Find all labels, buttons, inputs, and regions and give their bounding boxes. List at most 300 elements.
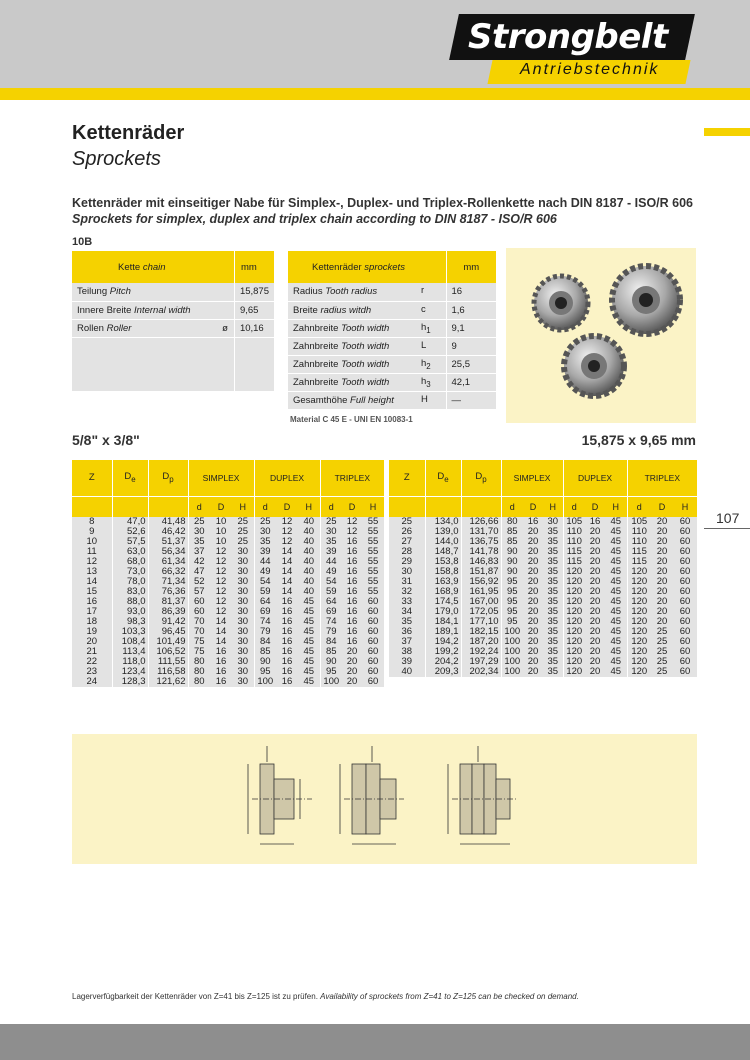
description-english: Sprockets for simplex, duplex and triplex chain according to DIN 8187 - ISO/R 606 — [72, 212, 557, 226]
table-cell: 68,0 — [112, 557, 148, 567]
table-cell: 20 — [523, 657, 543, 667]
page-number-rule — [704, 528, 750, 529]
sub-col-D: D — [210, 496, 232, 517]
table-cell: 25 — [651, 657, 673, 667]
table-cell: 85 — [501, 537, 523, 547]
table-cell: 45 — [605, 527, 627, 537]
table-cell: 38 — [389, 647, 425, 657]
sprocket-table-unit: mm — [446, 251, 496, 283]
sub-col-H: H — [298, 496, 320, 517]
col-duplex: DUPLEX — [254, 460, 320, 496]
table-cell: 16 — [342, 567, 362, 577]
symbol-letter: h — [421, 375, 427, 387]
table-cell: 16 — [342, 627, 362, 637]
table-cell: 35 — [543, 527, 563, 537]
table-cell: 16 — [276, 597, 298, 607]
table-cell: 120 — [563, 597, 585, 607]
table-cell: 90 — [501, 547, 523, 557]
table-cell: 39 — [389, 657, 425, 667]
table-cell: 54 — [254, 577, 276, 587]
logo-tagline: Antriebstechnik — [520, 61, 660, 78]
table-cell: 14 — [276, 547, 298, 557]
table-cell: 45 — [298, 647, 320, 657]
table-cell: 35 — [543, 647, 563, 657]
param-en: Tooth width — [341, 322, 390, 334]
table-cell: 30 — [389, 567, 425, 577]
table-cell: 25 — [320, 517, 342, 527]
table-cell: 20 — [651, 527, 673, 537]
table-cell: 126,66 — [461, 517, 501, 527]
table-cell: 177,10 — [461, 617, 501, 627]
table-cell: 151,87 — [461, 567, 501, 577]
table-cell: 25 — [651, 647, 673, 657]
col-duplex: DUPLEX — [563, 460, 627, 496]
param-en: Tooth width — [341, 358, 390, 370]
table-row — [72, 577, 384, 587]
table-cell: 45 — [605, 577, 627, 587]
table-cell: 20 — [651, 617, 673, 627]
table-cell: 45 — [298, 667, 320, 677]
symbol-index: 3 — [426, 379, 431, 389]
table-cell: 35 — [543, 547, 563, 557]
table-cell: 20 — [523, 617, 543, 627]
table-cell: 49 — [254, 567, 276, 577]
table-cell: 197,29 — [461, 657, 501, 667]
table-cell: 14 — [276, 577, 298, 587]
page-title: Kettenräder — [72, 122, 185, 144]
table-cell: 74 — [320, 617, 342, 627]
table-cell: 110 — [627, 537, 651, 547]
table-cell: 20 — [651, 587, 673, 597]
table-cell: 20 — [585, 597, 605, 607]
table-cell: 194,2 — [425, 637, 461, 647]
table-cell: 55 — [362, 527, 384, 537]
table-cell: 32 — [389, 587, 425, 597]
table-cell: 91,42 — [148, 617, 188, 627]
table-row — [72, 607, 384, 617]
table-cell: 20 — [585, 557, 605, 567]
table-row — [72, 617, 384, 627]
param-de: Gesamthöhe — [293, 394, 348, 406]
table-cell: 174,5 — [425, 597, 461, 607]
sprocket-row — [288, 301, 496, 319]
table-cell: 40 — [298, 517, 320, 527]
sub-col-H: H — [362, 496, 384, 517]
chain-value: 9,65 — [234, 301, 274, 319]
sprocket-row — [288, 283, 496, 301]
technical-drawings — [72, 734, 697, 864]
table-cell: 20 — [523, 667, 543, 677]
table-cell: 120 — [627, 657, 651, 667]
table-row — [72, 677, 384, 687]
table-cell: 64 — [320, 597, 342, 607]
table-cell: 10 — [210, 517, 232, 527]
table-cell: 100 — [501, 657, 523, 667]
table-cell: 30 — [232, 557, 254, 567]
sprocket-value: 9 — [446, 337, 496, 355]
table-cell: 30 — [232, 547, 254, 557]
table-cell: 20 — [523, 597, 543, 607]
sub-col-H: H — [232, 496, 254, 517]
table-cell: 9 — [72, 527, 112, 537]
table-cell: 128,3 — [112, 677, 148, 687]
table-cell: 30 — [232, 577, 254, 587]
table-cell: 16 — [342, 557, 362, 567]
sub-col-d: d — [320, 496, 342, 517]
table-cell: 96,45 — [148, 627, 188, 637]
chain-table-header: Kette chain — [72, 251, 234, 283]
table-cell: 20 — [651, 597, 673, 607]
table-cell: 172,05 — [461, 607, 501, 617]
table-cell: 184,1 — [425, 617, 461, 627]
symbol-letter: h — [421, 321, 427, 333]
sub-col-H: H — [543, 496, 563, 517]
table-cell: 36 — [389, 627, 425, 637]
table-cell: 106,52 — [148, 647, 188, 657]
param-en: radius witdh — [320, 304, 372, 316]
param-en: Full height — [350, 394, 394, 406]
table-cell: 95 — [254, 667, 276, 677]
sprocket-symbol — [416, 391, 446, 409]
table-cell: 60 — [673, 577, 697, 587]
table-cell: 120 — [563, 637, 585, 647]
table-row — [72, 587, 384, 597]
table-cell: 182,15 — [461, 627, 501, 637]
table-cell: 95 — [320, 667, 342, 677]
table-cell: 192,24 — [461, 647, 501, 657]
table-cell: 100 — [501, 637, 523, 647]
sprocket-param — [288, 319, 416, 337]
table-cell: 35 — [543, 557, 563, 567]
symbol-letter: H — [421, 393, 428, 405]
table-cell: 85 — [320, 647, 342, 657]
table-cell: 16 — [342, 587, 362, 597]
table-cell: 55 — [362, 567, 384, 577]
table-cell: 16 — [276, 617, 298, 627]
table-cell: 113,4 — [112, 647, 148, 657]
chain-value: 15,875 — [234, 283, 274, 301]
table-cell: 45 — [605, 667, 627, 677]
table-cell: 25 — [651, 627, 673, 637]
sprocket-spec-table — [288, 251, 496, 410]
table-cell: 73,0 — [112, 567, 148, 577]
table-cell: 70 — [188, 627, 210, 637]
table-cell: 64 — [254, 597, 276, 607]
table-cell: 16 — [276, 627, 298, 637]
table-cell: 60 — [362, 637, 384, 647]
table-cell: 47 — [188, 567, 210, 577]
table-cell: 60 — [362, 647, 384, 657]
symbol-index: 2 — [426, 361, 431, 371]
table-cell: 60 — [362, 597, 384, 607]
table-cell: 100 — [320, 677, 342, 687]
table-cell: 45 — [605, 637, 627, 647]
table-cell: 85 — [501, 527, 523, 537]
sprocket-symbol — [416, 373, 446, 391]
table-cell: 16 — [276, 677, 298, 687]
table-cell: 189,1 — [425, 627, 461, 637]
table-cell: 100 — [254, 677, 276, 687]
table-cell: 30 — [232, 617, 254, 627]
table-cell: 103,3 — [112, 627, 148, 637]
table-cell: 60 — [362, 657, 384, 667]
table-cell: 60 — [362, 627, 384, 637]
table-cell: 12 — [210, 597, 232, 607]
table-cell: 98,3 — [112, 617, 148, 627]
table-cell: 40 — [298, 557, 320, 567]
table-cell: 144,0 — [425, 537, 461, 547]
table-cell: 167,00 — [461, 597, 501, 607]
table-cell: 16 — [72, 597, 112, 607]
table-cell: 26 — [389, 527, 425, 537]
table-cell: 25 — [232, 527, 254, 537]
table-cell: 70 — [188, 617, 210, 627]
table-cell: 63,0 — [112, 547, 148, 557]
table-cell: 80 — [501, 517, 523, 527]
table-cell: 40 — [298, 587, 320, 597]
table-cell: 27 — [389, 537, 425, 547]
table-cell: 16 — [342, 617, 362, 627]
table-cell: 14 — [276, 587, 298, 597]
col-dp: $D_p$ — [148, 460, 188, 496]
brand-logo — [454, 14, 690, 82]
table-cell: 16 — [210, 657, 232, 667]
table-cell: 115 — [563, 557, 585, 567]
table-cell: 45 — [605, 647, 627, 657]
top-yellow-strip — [0, 88, 750, 100]
table-cell: 61,34 — [148, 557, 188, 567]
table-cell: 20 — [342, 647, 362, 657]
table-cell: 30 — [232, 647, 254, 657]
table-cell: 12 — [210, 567, 232, 577]
table-cell: 30 — [543, 517, 563, 527]
table-cell: 30 — [232, 677, 254, 687]
col-z: Z — [389, 460, 425, 496]
table-cell: 37 — [389, 637, 425, 647]
table-cell: 120 — [627, 587, 651, 597]
table-cell: 14 — [210, 637, 232, 647]
table-cell: 49 — [320, 567, 342, 577]
sprocket-row — [288, 391, 496, 409]
table-cell: 30 — [188, 527, 210, 537]
table-cell: 120 — [563, 567, 585, 577]
table-cell: 136,75 — [461, 537, 501, 547]
table-cell: 35 — [543, 567, 563, 577]
triplex-drawing — [448, 746, 518, 844]
table-cell: 20 — [585, 567, 605, 577]
table-cell: 84 — [320, 637, 342, 647]
table-cell: 105 — [627, 517, 651, 527]
sub-col-H: H — [673, 496, 697, 517]
table-cell: 55 — [362, 537, 384, 547]
table-cell: 20 — [523, 607, 543, 617]
table-cell: 60 — [362, 667, 384, 677]
param-de: Innere Breite — [77, 304, 132, 316]
table-cell: 156,92 — [461, 577, 501, 587]
table-cell: 90 — [254, 657, 276, 667]
table-cell: 20 — [523, 577, 543, 587]
table-cell: 120 — [563, 617, 585, 627]
table-cell: 120 — [627, 667, 651, 677]
table-cell: 69 — [254, 607, 276, 617]
table-cell: 16 — [210, 667, 232, 677]
table-cell: 16 — [276, 647, 298, 657]
table-cell: 12 — [276, 527, 298, 537]
table-cell: 45 — [605, 607, 627, 617]
table-cell: 20 — [651, 517, 673, 527]
table-cell: 60 — [673, 527, 697, 537]
table-cell: 25 — [232, 517, 254, 527]
sprocket-value: 9,1 — [446, 319, 496, 337]
chain-row — [72, 283, 274, 301]
col-dp: $D_p$ — [461, 460, 501, 496]
table-cell: 100 — [501, 647, 523, 657]
table-cell: 209,3 — [425, 667, 461, 677]
table-cell: 60 — [362, 677, 384, 687]
param-de: Radius — [293, 286, 323, 298]
table-cell: 44 — [320, 557, 342, 567]
sub-col-d: d — [188, 496, 210, 517]
sub-col-D: D — [523, 496, 543, 517]
table-cell: 60 — [188, 597, 210, 607]
table-cell: 45 — [605, 517, 627, 527]
table-row — [72, 517, 384, 527]
sprocket-table-header: Kettenräder sprockets — [288, 251, 416, 283]
table-cell: 20 — [585, 627, 605, 637]
table-cell: 11 — [72, 547, 112, 557]
table-cell: 35 — [543, 577, 563, 587]
table-cell: 123,4 — [112, 667, 148, 677]
table-cell: 20 — [523, 637, 543, 647]
table-cell: 60 — [673, 597, 697, 607]
table-cell: 80 — [188, 657, 210, 667]
table-cell: 30 — [232, 587, 254, 597]
table-cell: 20 — [523, 627, 543, 637]
table-cell: 30 — [232, 597, 254, 607]
table-cell: 40 — [389, 667, 425, 677]
sprocket-param — [288, 283, 416, 301]
table-cell: 20 — [651, 557, 673, 567]
param-de: Zahnbreite — [293, 340, 339, 352]
table-cell: 35 — [543, 637, 563, 647]
table-cell: 55 — [362, 557, 384, 567]
table-cell: 40 — [298, 567, 320, 577]
param-en: Tooth width — [341, 376, 390, 388]
table-cell: 56,34 — [148, 547, 188, 557]
table-cell: 35 — [543, 617, 563, 627]
table-cell: 20 — [523, 567, 543, 577]
table-cell: 20 — [523, 557, 543, 567]
table-cell: 18 — [72, 617, 112, 627]
table-cell: 12 — [276, 517, 298, 527]
table-cell: 20 — [523, 537, 543, 547]
table-cell: 45 — [298, 597, 320, 607]
table-cell: 14 — [276, 557, 298, 567]
chain-row — [72, 301, 274, 319]
table-cell: 19 — [72, 627, 112, 637]
sprocket-param — [288, 391, 416, 409]
table-cell: 20 — [523, 587, 543, 597]
table-cell: 120 — [627, 627, 651, 637]
table-cell: 16 — [210, 647, 232, 657]
table-cell: 25 — [651, 637, 673, 647]
table-cell: 115 — [627, 547, 651, 557]
table-cell: 45 — [605, 657, 627, 667]
table-cell: 60 — [673, 587, 697, 597]
table-cell: 60 — [673, 557, 697, 567]
table-cell: 40 — [298, 527, 320, 537]
sprocket-param — [288, 301, 416, 319]
param-en: Roller — [106, 322, 132, 334]
table-cell: 54 — [320, 577, 342, 587]
table-cell: 16 — [523, 517, 543, 527]
table-cell: 45 — [298, 607, 320, 617]
table-cell: 120 — [627, 617, 651, 627]
duplex-drawing — [340, 746, 404, 844]
table-cell: 28 — [389, 547, 425, 557]
table-cell: 21 — [72, 647, 112, 657]
sub-col-d: d — [501, 496, 523, 517]
chain-table-unit: mm — [234, 251, 274, 283]
table-cell: 12 — [342, 517, 362, 527]
size-mm: 15,875 x 9,65 mm — [581, 432, 696, 448]
table-cell: 20 — [651, 537, 673, 547]
table-cell: 15 — [72, 587, 112, 597]
sprocket-photo — [506, 248, 696, 423]
table-cell: 42 — [188, 557, 210, 567]
table-cell: 16 — [342, 537, 362, 547]
table-cell: 35 — [543, 667, 563, 677]
table-cell: 30 — [320, 527, 342, 537]
table-cell: 16 — [276, 607, 298, 617]
table-cell: 153,8 — [425, 557, 461, 567]
table-cell: 24 — [72, 677, 112, 687]
table-cell: 22 — [72, 657, 112, 667]
chain-spec-table — [72, 251, 274, 392]
sprocket-param — [288, 355, 416, 373]
table-cell: 8 — [72, 517, 112, 527]
table-cell: 16 — [342, 607, 362, 617]
side-accent-bar — [704, 128, 750, 136]
table-cell: 10 — [72, 537, 112, 547]
table-cell: 75 — [188, 647, 210, 657]
symbol-letter: h — [421, 357, 427, 369]
sprocket-data-table-right — [389, 460, 697, 677]
table-cell: 120 — [627, 647, 651, 657]
sprocket-row — [288, 373, 496, 391]
table-cell: 115 — [627, 557, 651, 567]
sub-col-D: D — [276, 496, 298, 517]
col-de: $D_e$ — [425, 460, 461, 496]
table-cell: 16 — [276, 667, 298, 677]
table-cell: 45 — [605, 587, 627, 597]
table-cell: 20 — [585, 607, 605, 617]
table-cell: 16 — [210, 677, 232, 687]
table-cell: 12 — [210, 557, 232, 567]
param-en: Tooth width — [341, 340, 390, 352]
table-cell: 46,42 — [148, 527, 188, 537]
sub-col-H: H — [605, 496, 627, 517]
table-cell: 60 — [673, 567, 697, 577]
table-cell: 120 — [627, 577, 651, 587]
table-cell: 120 — [627, 607, 651, 617]
table-cell: 20 — [342, 657, 362, 667]
table-cell: 120 — [563, 647, 585, 657]
table-cell: 30 — [254, 527, 276, 537]
table-cell: 95 — [501, 597, 523, 607]
table-cell: 110 — [563, 527, 585, 537]
table-cell: 90 — [320, 657, 342, 667]
